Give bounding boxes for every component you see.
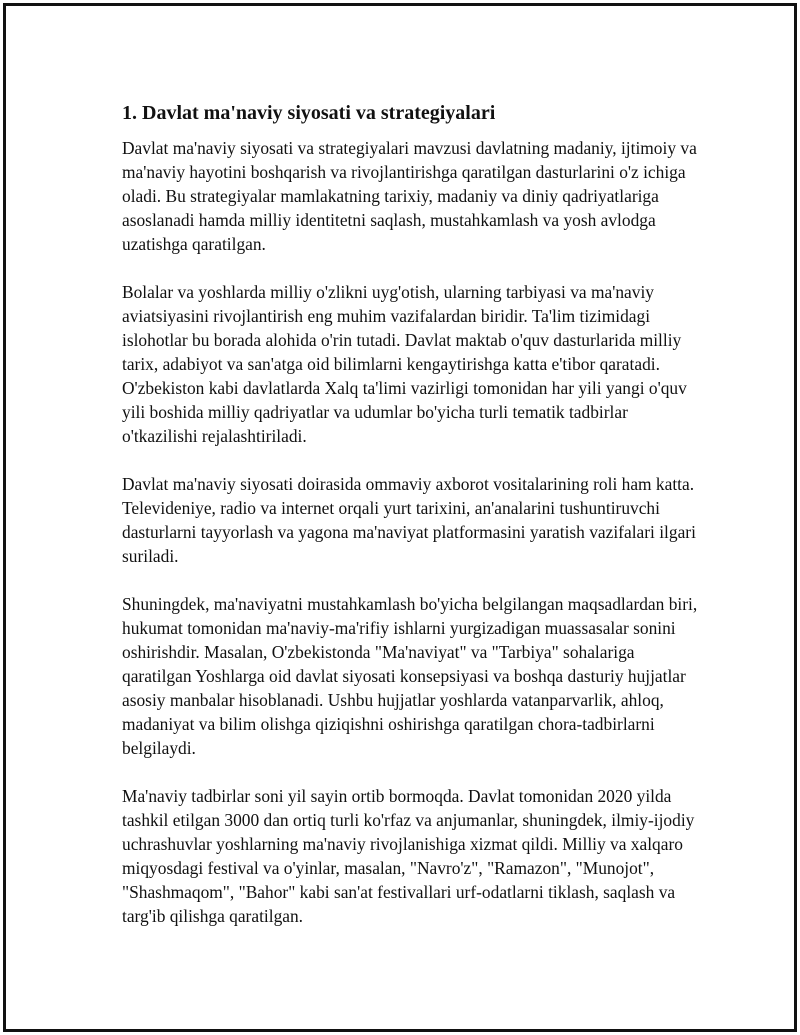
section-heading: 1. Davlat ma'naviy siyosati va strategiyalari bbox=[122, 102, 496, 124]
paragraph-3: Davlat ma'naviy siyosati doirasida ommaviy axborot vositalarining roli ham katta. Televideniye, radio va internet orqali yurt tarixini, an'analarini tushuntiruvchi dasturlarni tayyorlash va yagona ma'naviyat platformasini yaratish vazifalari ilgari suriladi. bbox=[122, 474, 696, 566]
paragraph-5: Ma'naviy tadbirlar soni yil sayin ortib bormoqda. Davlat tomonidan 2020 yilda tashkil etilgan 3000 dan ortiq turli ko'rfaz va anjumanlar, shuningdek, ilmiy-ijodiy uchrashuvlar yoshlarning ma'naviy rivojlanishiga xizmat qildi. Milliy va xalqaro miqyosdagi festival va o'yinlar, masalan, "Navro'z", "Ramazon", "Munojot", "Shashmaqom", "Bahor" kabi san'at festivallari urf-odatlarni tiklash, saqlash va targ'ib qilishga qaratilgan. bbox=[122, 786, 695, 926]
document-body bbox=[122, 100, 698, 952]
paragraph-2: Bolalar va yoshlarda milliy o'zlikni uyg'otish, ularning tarbiyasi va ma'naviy aviatsiyasini rivojlantirish eng muhim vazifalardan biridir. Ta'lim tizimidagi islohotlar bu borada alohida o'rin tutadi. Davlat maktab o'quv dasturlarida milliy tarix, adabiyot va san'atga oid bilimlarni kengaytirishga katta e'tibor qaratadi. O'zbekiston kabi davlatlarda Xalq ta'limi vazirligi tomonidan har yili yangi o'quv yili boshida milliy qadriyatlar va udumlar bo'yicha turli tematik tadbirlar o'tkazilishi rejalashtiriladi. bbox=[122, 282, 687, 446]
page-frame bbox=[3, 3, 797, 1032]
paragraph-1: Davlat ma'naviy siyosati va strategiyalari mavzusi davlatning madaniy, ijtimoiy va ma'naviy hayotini boshqarish va rivojlantirishga qaratilgan dasturlarini o'z ichiga oladi. Bu strategiyalar mamlakatning tarixiy, madaniy va diniy qadriyatlariga asoslanadi hamda milliy identitetni saqlash, mustahkamlash va yosh avlodga uzatishga qaratilgan. bbox=[122, 138, 697, 254]
paragraph-4: Shuningdek, ma'naviyatni mustahkamlash bo'yicha belgilangan maqsadlardan biri, hukumat tomonidan ma'naviy-ma'rifiy ishlarni yurgizadigan muassasalar sonini oshirishdir. Masalan, O'zbekistonda "Ma'naviyat" va "Tarbiya" sohalariga qaratilgan Yoshlarga oid davlat siyosati konsepsiyasi va boshqa dasturiy hujjatlar asosiy manbalar hisoblanadi. Ushbu hujjatlar yoshlarda vatanparvarlik, ahloq, madaniyat va bilim olishga qiziqishni oshirishga qaratilgan chora-tadbirlarni belgilaydi. bbox=[122, 594, 698, 758]
